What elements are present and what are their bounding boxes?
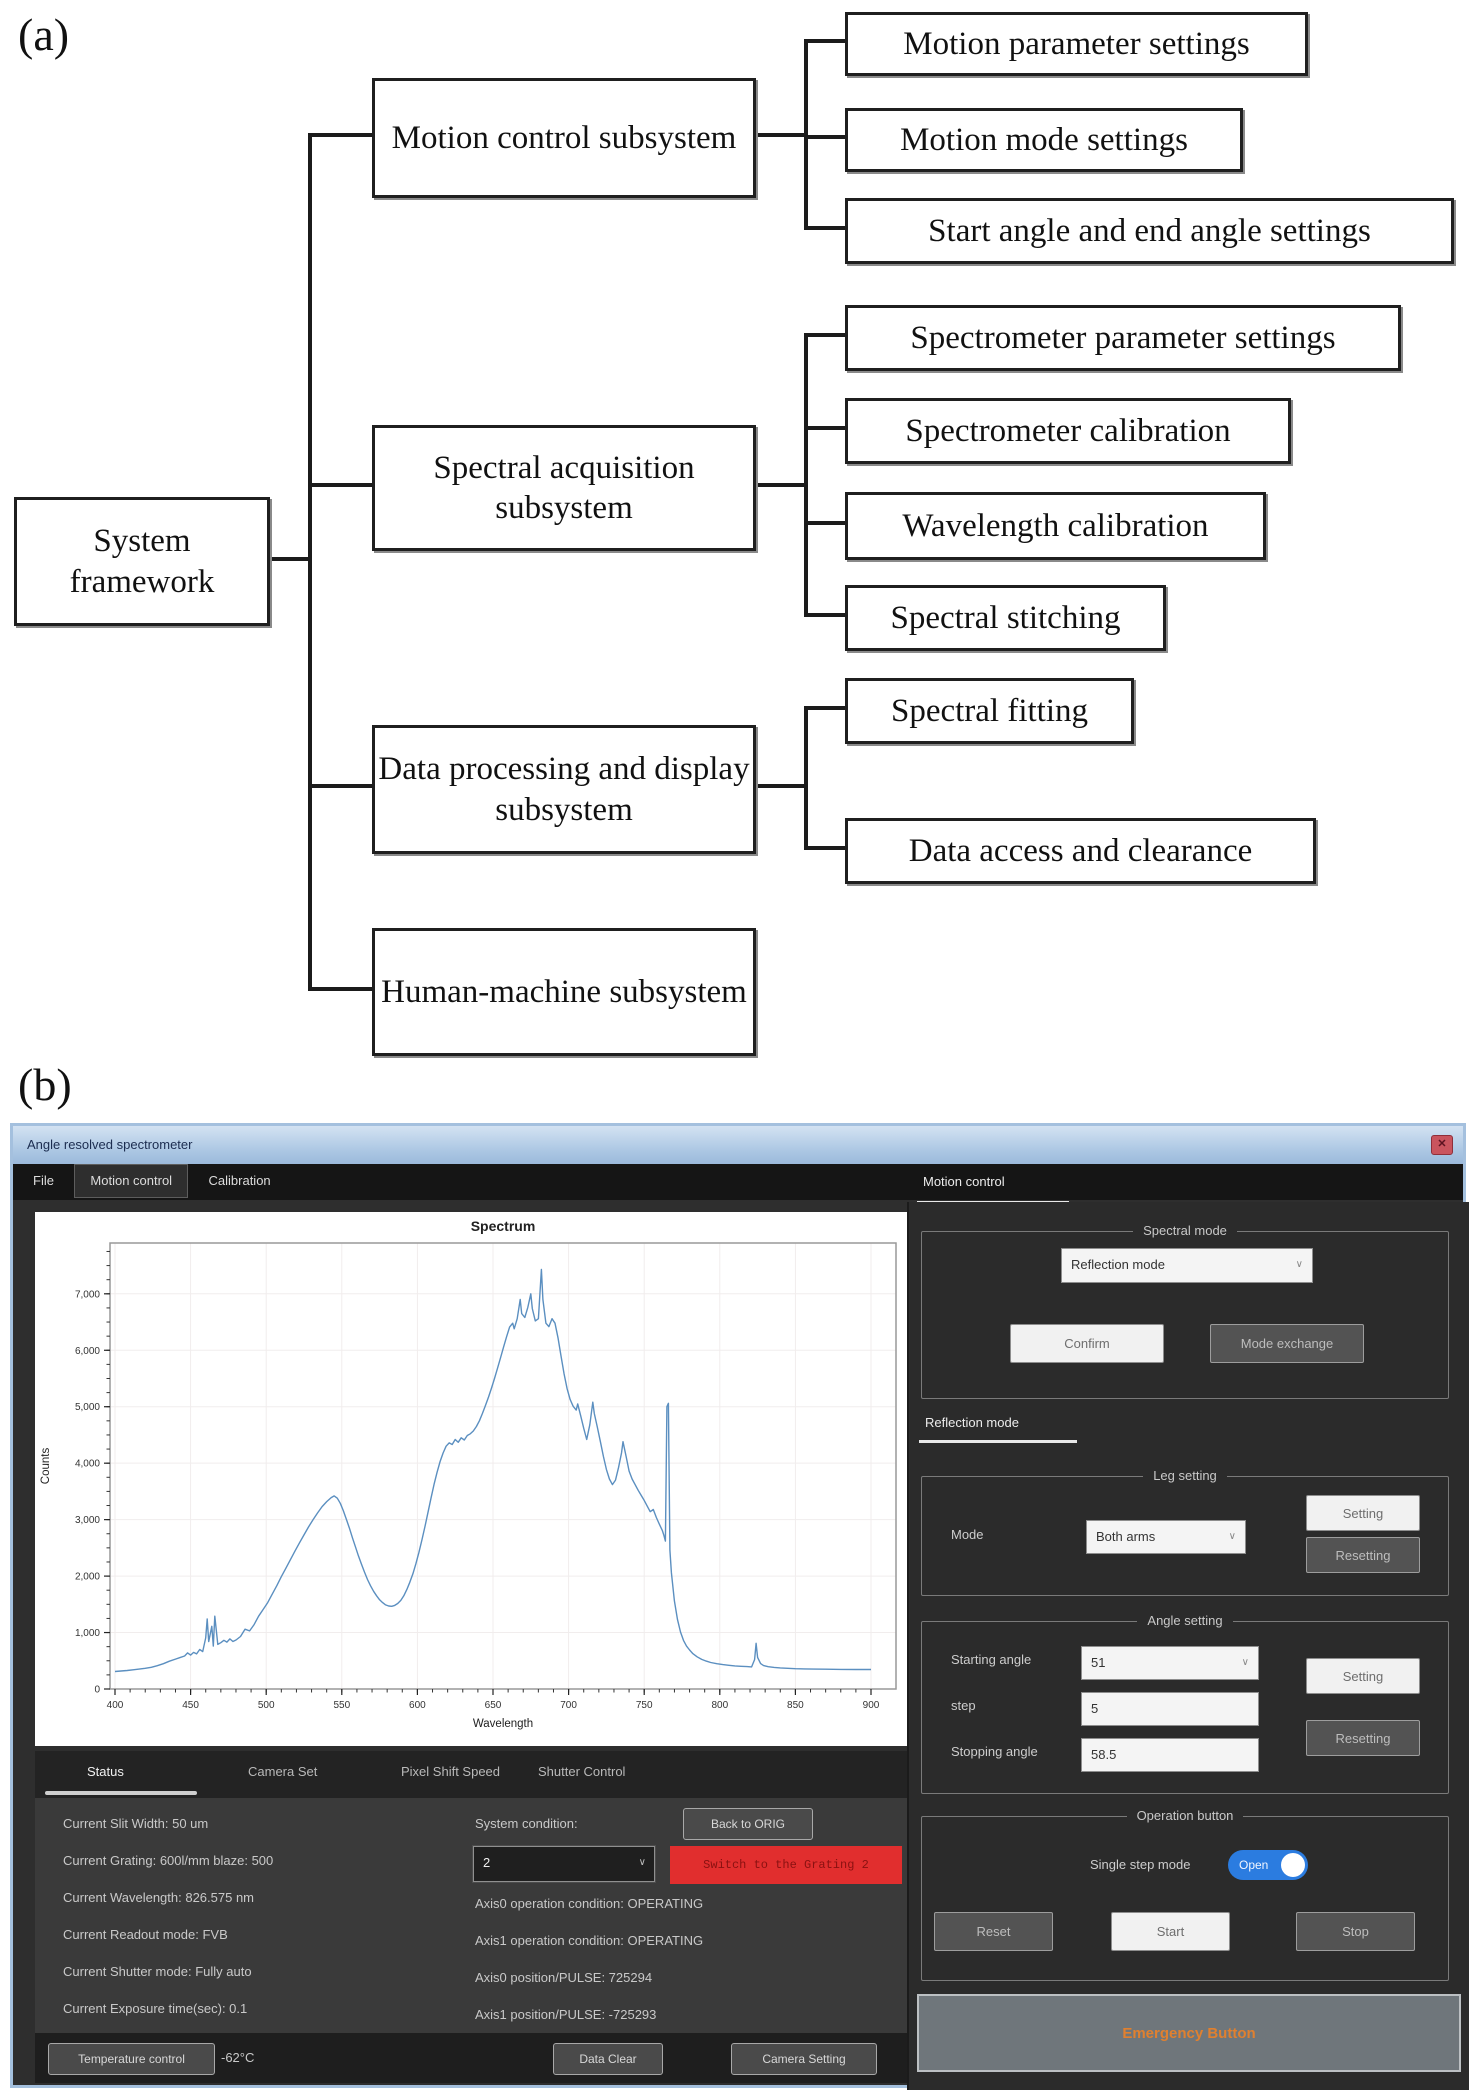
tab-status[interactable]: Status: [87, 1764, 124, 1779]
angle-setting-group: [921, 1613, 1449, 1794]
bottom-bar: [35, 2033, 907, 2083]
camera-tab-bar: [35, 1751, 907, 1798]
menu-file[interactable]: File: [33, 1173, 54, 1188]
menu-calibration[interactable]: Calibration: [208, 1173, 271, 1188]
toggle-knob: [1281, 1853, 1305, 1877]
leg-resetting-button[interactable]: Resetting: [1306, 1537, 1420, 1573]
grating-select-value: 2: [483, 1855, 491, 1870]
step-value: 5: [1091, 1701, 1099, 1716]
reset-button[interactable]: Reset: [934, 1912, 1053, 1951]
tab-motion-control[interactable]: Motion control: [923, 1174, 1005, 1189]
starting-angle-select[interactable]: [1081, 1646, 1259, 1680]
diagram-node-system-framework: System framework: [14, 497, 270, 626]
diagram-node-spectral-stitching: Spectral stitching: [845, 585, 1166, 651]
stopping-angle-value: 58.5: [1091, 1747, 1117, 1762]
svg-text:500: 500: [257, 1700, 275, 1711]
panel-b-label: (b): [18, 1059, 72, 1110]
stop-button[interactable]: Stop: [1296, 1912, 1415, 1951]
step-input[interactable]: [1081, 1692, 1259, 1726]
axis0-position-pulse: Axis0 position/PULSE: 725294: [475, 1970, 653, 1985]
status-readout-mode: Current Readout mode: FVB: [63, 1927, 228, 1942]
axis1-position-pulse: Axis1 position/PULSE: -725293: [475, 2007, 657, 2022]
svg-text:800: 800: [711, 1700, 729, 1711]
grating-select[interactable]: [473, 1846, 655, 1882]
svg-text:2,000: 2,000: [74, 1571, 100, 1583]
arm-mode-select[interactable]: [1086, 1520, 1246, 1554]
emergency-button[interactable]: Emergency Button: [917, 1994, 1461, 2072]
diagram-node-data-access-clearance: Data access and clearance: [845, 818, 1316, 884]
angle-setting-button[interactable]: Setting: [1306, 1658, 1420, 1694]
status-shutter-mode: Current Shutter mode: Fully auto: [63, 1964, 252, 1979]
chevron-down-icon: ∨: [1295, 1259, 1303, 1270]
status-panel: [35, 1798, 907, 2033]
diagram-node-spectrometer-parameter-settings: Spectrometer parameter settings: [845, 305, 1401, 371]
tab-reflection-mode-underline: [919, 1440, 1077, 1443]
operation-button-group: [921, 1808, 1449, 1981]
axis1-operation-condition: Axis1 operation condition: OPERATING: [475, 1933, 704, 1948]
menu-motion-control[interactable]: Motion control: [74, 1164, 188, 1198]
leg-setting-legend: Leg setting: [922, 1468, 1448, 1483]
camera-setting-button[interactable]: Camera Setting: [731, 2043, 877, 2075]
spectral-mode-value: Reflection mode: [1071, 1257, 1165, 1272]
svg-text:5,000: 5,000: [74, 1402, 100, 1414]
operation-button-legend: Operation button: [922, 1808, 1448, 1823]
mode-label: Mode: [951, 1527, 984, 1542]
close-icon[interactable]: ✕: [1431, 1135, 1453, 1155]
system-condition-label: System condition:: [475, 1816, 578, 1831]
angle-resetting-button[interactable]: Resetting: [1306, 1720, 1420, 1756]
svg-text:Wavelength: Wavelength: [472, 1718, 534, 1730]
leg-setting-group: [921, 1468, 1449, 1596]
switch-grating-button[interactable]: Switch to the Grating 2: [670, 1846, 902, 1884]
tab-camera-set[interactable]: Camera Set: [248, 1764, 318, 1779]
tab-shutter-control[interactable]: Shutter Control: [538, 1764, 626, 1779]
svg-text:6,000: 6,000: [74, 1345, 100, 1357]
angle-setting-legend: Angle setting: [922, 1613, 1448, 1628]
status-grating: Current Grating: 600l/mm blaze: 500: [63, 1853, 274, 1868]
diagram-node-wavelength-calibration: Wavelength calibration: [845, 492, 1266, 560]
svg-text:400: 400: [106, 1700, 124, 1711]
diagram-node-human-machine-subsystem: Human-machine subsystem: [372, 928, 756, 1056]
diagram-node-data-processing-subsystem: Data processing and display subsystem: [372, 725, 756, 854]
tab-reflection-mode[interactable]: Reflection mode: [925, 1415, 1019, 1430]
temperature-control-button[interactable]: Temperature control: [48, 2043, 215, 2075]
status-exposure-time: Current Exposure time(sec): 0.1: [63, 2001, 248, 2016]
temperature-value: -62°C: [221, 2050, 255, 2065]
starting-angle-value: 51: [1091, 1655, 1106, 1670]
spectrum-chart: [35, 1212, 907, 1746]
spectral-mode-group: [921, 1223, 1449, 1399]
svg-text:450: 450: [182, 1700, 199, 1711]
diagram-node-start-end-angle-settings: Start angle and end angle settings: [845, 198, 1454, 264]
diagram-node-motion-parameter-settings: Motion parameter settings: [845, 12, 1308, 76]
diagram-node-spectral-fitting: Spectral fitting: [845, 678, 1134, 744]
status-wavelength: Current Wavelength: 826.575 nm: [63, 1890, 255, 1905]
svg-text:550: 550: [333, 1700, 351, 1711]
start-button[interactable]: Start: [1111, 1912, 1230, 1951]
axis0-operation-condition: Axis0 operation condition: OPERATING: [475, 1896, 704, 1911]
svg-text:7,000: 7,000: [74, 1289, 100, 1301]
single-step-mode-label: Single step mode: [1090, 1857, 1191, 1872]
stopping-angle-label: Stopping angle: [951, 1744, 1038, 1759]
motion-control-panel: [907, 1202, 1469, 2090]
chevron-down-icon: ∨: [1241, 1657, 1249, 1668]
menu-bar: [13, 1164, 1463, 1200]
single-step-toggle[interactable]: [1228, 1850, 1308, 1880]
data-clear-button[interactable]: Data Clear: [553, 2043, 663, 2075]
title-bar[interactable]: [13, 1126, 1463, 1164]
single-step-toggle-label: Open: [1239, 1858, 1269, 1872]
svg-text:900: 900: [862, 1700, 880, 1711]
confirm-button[interactable]: Confirm: [1010, 1324, 1164, 1363]
svg-text:3,000: 3,000: [74, 1515, 100, 1527]
chart-title: Spectrum: [470, 1218, 536, 1234]
spectral-mode-select[interactable]: [1061, 1248, 1313, 1283]
svg-text:0: 0: [94, 1684, 100, 1696]
svg-text:700: 700: [560, 1700, 577, 1711]
step-label: step: [951, 1698, 976, 1713]
app-window: [10, 1123, 1466, 2088]
stopping-angle-input[interactable]: [1081, 1738, 1259, 1772]
arm-mode-value: Both arms: [1096, 1529, 1156, 1544]
status-slit-width: Current Slit Width: 50 um: [63, 1816, 209, 1831]
mode-exchange-button[interactable]: Mode exchange: [1210, 1324, 1364, 1363]
spectral-mode-legend: Spectral mode: [922, 1223, 1448, 1238]
svg-text:Counts: Counts: [40, 1447, 52, 1485]
diagram-node-spectral-acquisition-subsystem: Spectral acquisition subsystem: [372, 425, 756, 551]
svg-text:850: 850: [787, 1700, 804, 1711]
svg-text:600: 600: [409, 1700, 426, 1711]
leg-setting-button[interactable]: Setting: [1306, 1495, 1420, 1531]
svg-text:750: 750: [635, 1700, 653, 1711]
spectrum-plot-panel: [35, 1212, 907, 1746]
diagram-node-spectrometer-calibration: Spectrometer calibration: [845, 398, 1291, 464]
chevron-down-icon: ∨: [1228, 1531, 1236, 1542]
tab-pixel-shift-speed[interactable]: Pixel Shift Speed: [401, 1764, 501, 1779]
back-to-orig-button[interactable]: Back to ORIG: [683, 1808, 813, 1840]
diagram-node-motion-mode-settings: Motion mode settings: [845, 108, 1243, 172]
panel-a-label: (a): [18, 9, 70, 60]
svg-text:650: 650: [484, 1700, 502, 1711]
starting-angle-label: Starting angle: [951, 1652, 1032, 1667]
active-tab-underline: [45, 1791, 197, 1795]
svg-text:1,000: 1,000: [74, 1628, 100, 1640]
window-title: Angle resolved spectrometer: [27, 1137, 193, 1152]
svg-text:4,000: 4,000: [74, 1458, 100, 1470]
chevron-down-icon: ∨: [638, 1857, 646, 1868]
diagram-node-motion-control-subsystem: Motion control subsystem: [372, 78, 756, 198]
